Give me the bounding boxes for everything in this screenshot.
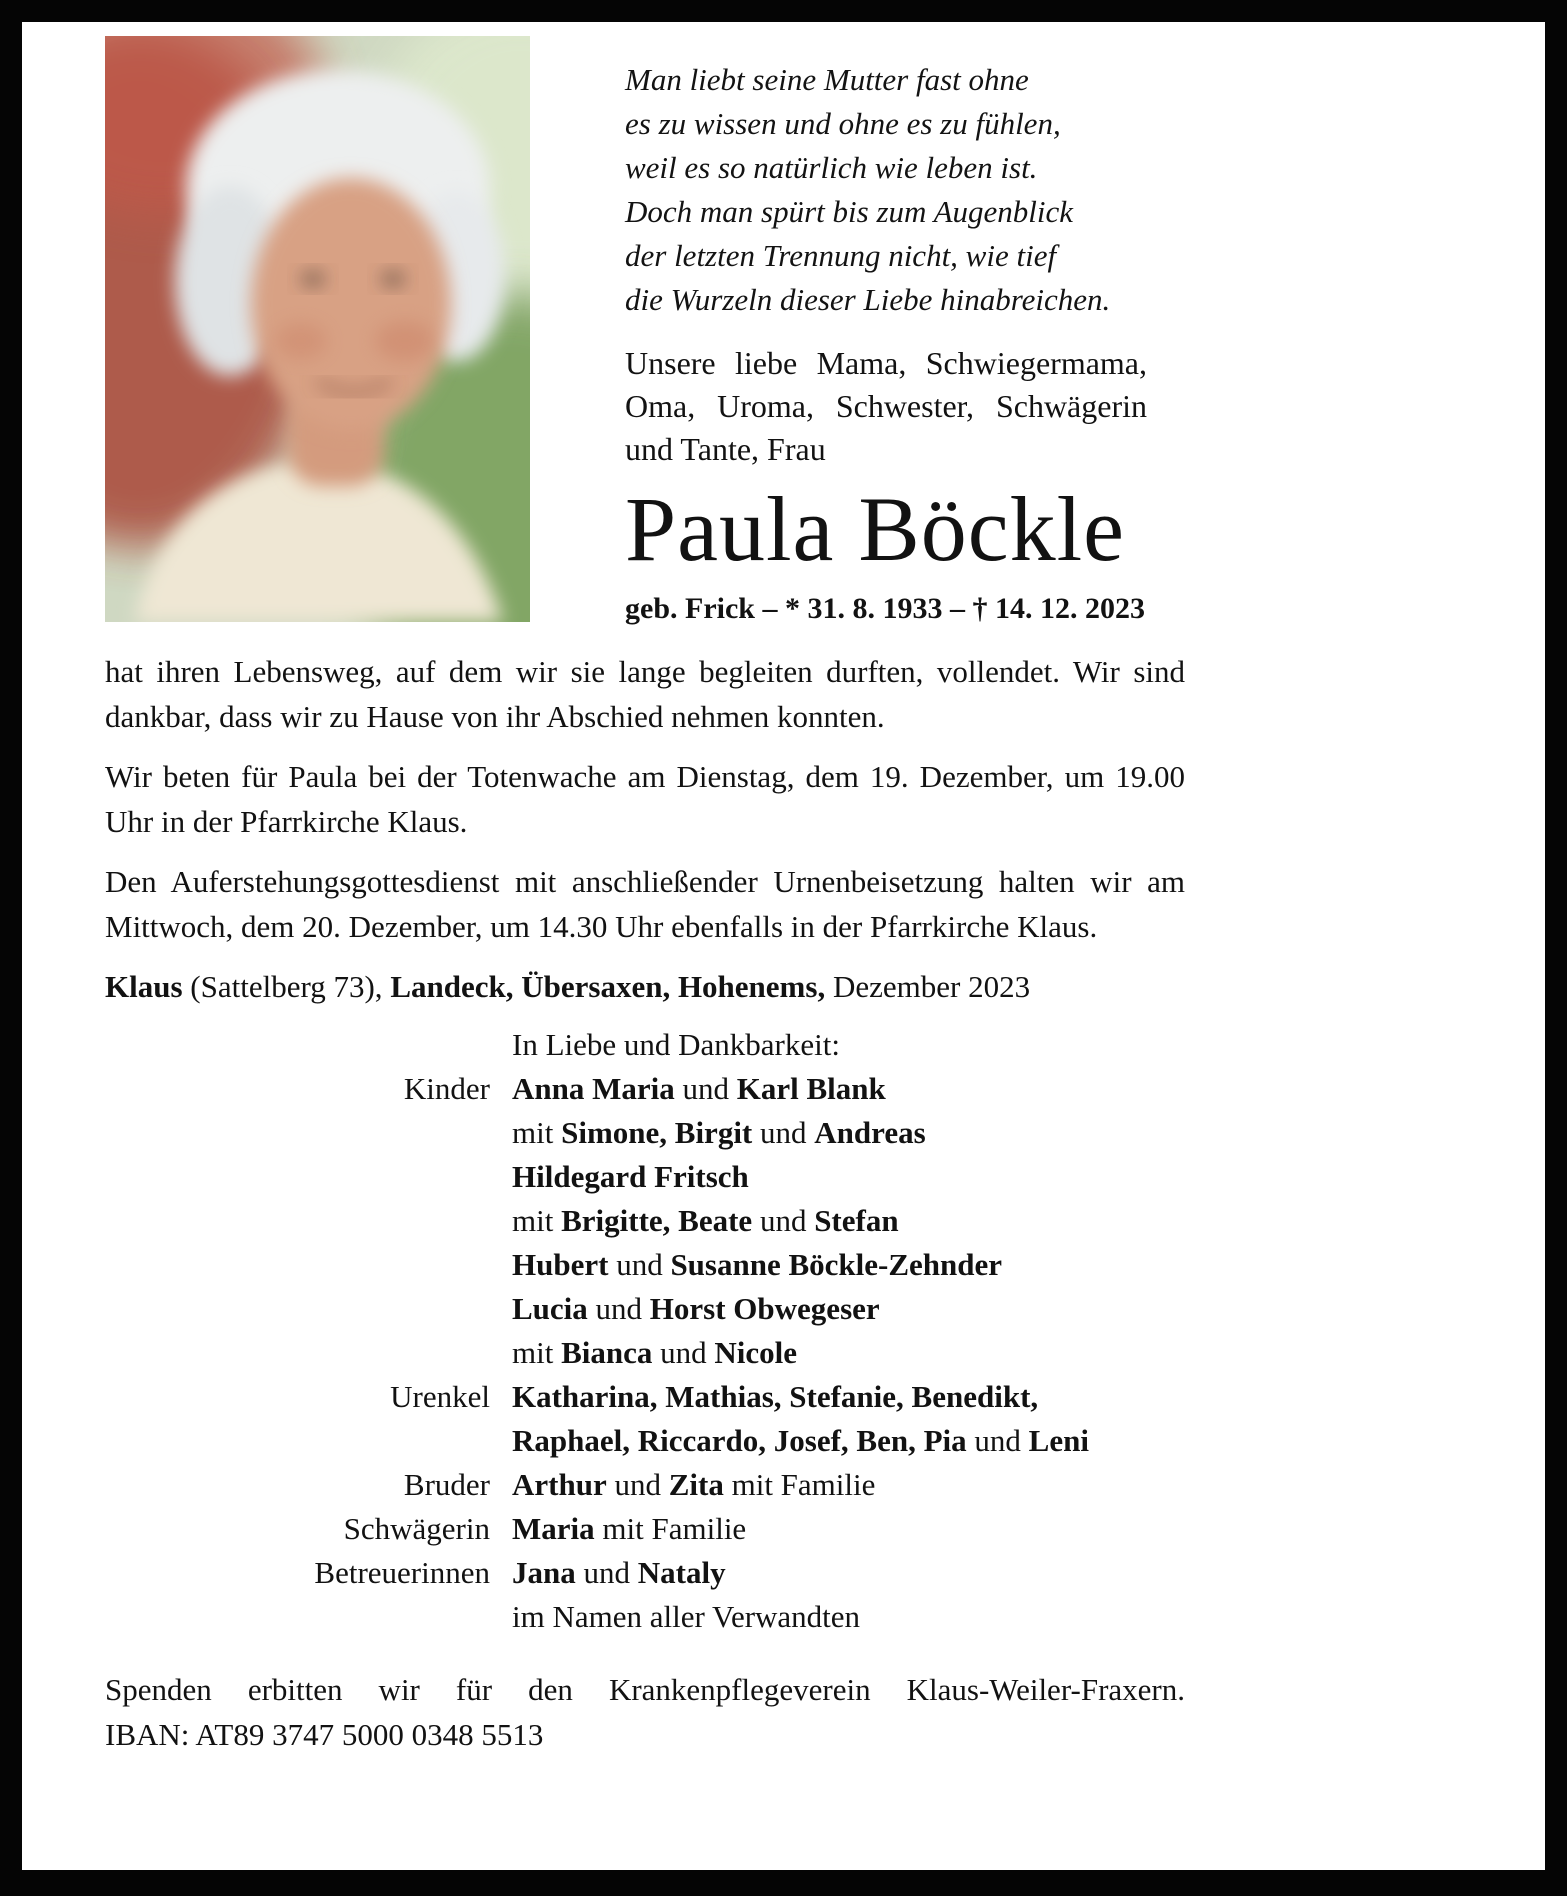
- plain-text: mit: [512, 1115, 562, 1150]
- family-names-line: [512, 1507, 1185, 1551]
- emphasized-name-text: Arthur: [512, 1467, 607, 1502]
- emphasized-name-text: Bianca: [561, 1335, 653, 1370]
- emphasized-name-text: Hildegard Fritsch: [512, 1159, 749, 1194]
- plain-text: mit Familie: [723, 1467, 876, 1502]
- emphasized-name-text: Maria: [512, 1511, 595, 1546]
- donation-note: [105, 1667, 1185, 1757]
- emphasized-name-text: Andreas: [814, 1115, 926, 1150]
- plain-text: und: [606, 1467, 669, 1502]
- family-relation-label: [105, 1023, 490, 1067]
- family-relation-label: Kinder: [403, 1071, 490, 1106]
- family-names-line: [512, 1551, 1185, 1595]
- poem-line: der letzten Trennung nicht, wie tief: [625, 238, 1057, 273]
- obituary-content: [105, 36, 1185, 1757]
- family-list: [105, 1023, 1185, 1639]
- family-relation-label: [105, 1595, 490, 1639]
- family-relation-label: Betreuerinnen: [314, 1555, 490, 1590]
- family-names-group: [512, 1375, 1185, 1463]
- plain-text: mit: [512, 1203, 562, 1238]
- family-names-line: [512, 1199, 1185, 1243]
- plain-text: und: [652, 1335, 715, 1370]
- portrait-photo: [105, 36, 530, 622]
- salutation-text: Unsere liebe Mama, Schwiegermama, Oma, Uroma, Schwester, Schwägerin und Tante, Frau: [625, 345, 1147, 467]
- emphasized-name-text: Landeck, Übersaxen, Hohenems,: [390, 969, 826, 1004]
- plain-text: mit Familie: [594, 1511, 747, 1546]
- plain-text: und: [752, 1115, 815, 1150]
- emphasized-name-text: Nicole: [714, 1335, 798, 1370]
- announcement-paragraph: hat ihren Lebensweg, auf dem wir sie lange begleiten durften, vollendet. Wir sind dankbar, dass wir zu Hause von ihr Abschied nehmen konnten.: [105, 654, 1185, 734]
- emphasized-name-text: Anna Maria: [512, 1071, 675, 1106]
- right-column: [625, 58, 1185, 629]
- birth-death-dates: geb. Frick – * 31. 8. 1933 – † 14. 12. 2023: [625, 592, 1145, 625]
- location-date-line: [105, 964, 1185, 1009]
- emphasized-name-text: Jana: [512, 1555, 576, 1590]
- plain-text: (Sattelberg 73),: [182, 969, 391, 1004]
- emphasized-name-text: Susanne Böckle-Zehnder: [670, 1247, 1003, 1282]
- family-names-group: [512, 1023, 1185, 1067]
- emphasized-name-text: Lucia: [512, 1291, 588, 1326]
- emphasized-name-text: Brigitte, Beate: [561, 1203, 753, 1238]
- announcement-paragraphs: [105, 649, 1185, 949]
- emphasized-name-text: Klaus: [105, 969, 183, 1004]
- emphasized-name-text: Simone, Birgit: [561, 1115, 753, 1150]
- family-names-line: [512, 1595, 1185, 1639]
- donation-note-line: Spenden erbitten wir für den Krankenpflegeverein Klaus-Weiler-Fraxern.: [105, 1672, 1185, 1707]
- family-names-line: [512, 1155, 1185, 1199]
- plain-text: Dezember 2023: [825, 969, 1031, 1004]
- plain-text: und: [575, 1555, 638, 1590]
- obituary-sheet: [22, 22, 1545, 1870]
- emphasized-name-text: Stefan: [814, 1203, 899, 1238]
- plain-text: mit: [512, 1335, 562, 1370]
- emphasized-name-text: Leni: [1028, 1423, 1089, 1458]
- plain-text: im Namen aller Verwandten: [512, 1599, 861, 1634]
- portrait-photo-art: [105, 36, 530, 622]
- family-names-group: [512, 1463, 1185, 1507]
- family-names-line: [512, 1463, 1185, 1507]
- family-relation-label: Schwägerin: [343, 1511, 490, 1546]
- emphasized-name-text: Nataly: [637, 1555, 726, 1590]
- family-relation-label: Urenkel: [390, 1379, 490, 1414]
- top-row: [105, 36, 1185, 629]
- family-names-line: [512, 1419, 1185, 1463]
- plain-text: und: [752, 1203, 815, 1238]
- family-names-group: [512, 1595, 1185, 1639]
- family-names-line: [512, 1111, 1185, 1155]
- emphasized-name-text: Horst Obwegeser: [649, 1291, 880, 1326]
- plain-text: und: [966, 1423, 1029, 1458]
- family-names-group: [512, 1507, 1185, 1551]
- emphasized-name-text: Katharina, Mathias, Stefanie, Benedikt,: [512, 1379, 1039, 1414]
- family-names-line: [512, 1331, 1185, 1375]
- plain-text: In Liebe und Dankbarkeit:: [512, 1027, 840, 1062]
- announcement-paragraph: Wir beten für Paula bei der Totenwache am Dienstag, dem 19. Dezember, um 19.00 Uhr in der Pfarrkirche Klaus.: [105, 759, 1185, 839]
- family-names-line: [512, 1287, 1185, 1331]
- poem-line: die Wurzeln dieser Liebe hinabreichen.: [625, 282, 1111, 317]
- poem-line: es zu wissen und ohne es zu fühlen,: [625, 106, 1061, 141]
- emphasized-name-text: Raphael, Riccardo, Josef, Ben, Pia: [512, 1423, 967, 1458]
- deceased-name: Paula Böckle: [625, 478, 1125, 580]
- poem-line: Man liebt seine Mutter fast ohne: [625, 62, 1029, 97]
- family-names-line: [512, 1375, 1185, 1419]
- plain-text: und: [674, 1071, 737, 1106]
- announcement-paragraph: Den Auferstehungsgottesdienst mit anschließender Urnenbeisetzung halten wir am Mittwoch, dem 20. Dezember, um 14.30 Uhr ebenfalls in der Pfarrkirche Klaus.: [105, 864, 1185, 944]
- poem-line: weil es so natürlich wie leben ist.: [625, 150, 1038, 185]
- family-names-line: [512, 1067, 1185, 1111]
- plain-text: und: [608, 1247, 671, 1282]
- family-names-line: [512, 1243, 1185, 1287]
- poem-line: Doch man spürt bis zum Augenblick: [625, 194, 1074, 229]
- family-names-line: [512, 1023, 1185, 1067]
- emphasized-name-text: Hubert: [512, 1247, 609, 1282]
- emphasized-name-text: Karl Blank: [736, 1071, 886, 1106]
- donation-note-line: IBAN: AT89 3747 5000 0348 5513: [105, 1717, 544, 1752]
- family-relation-label: Bruder: [403, 1467, 490, 1502]
- family-names-group: [512, 1551, 1185, 1595]
- family-names-group: [512, 1067, 1185, 1375]
- emphasized-name-text: Zita: [668, 1467, 724, 1502]
- plain-text: und: [587, 1291, 650, 1326]
- poem: [625, 58, 1185, 322]
